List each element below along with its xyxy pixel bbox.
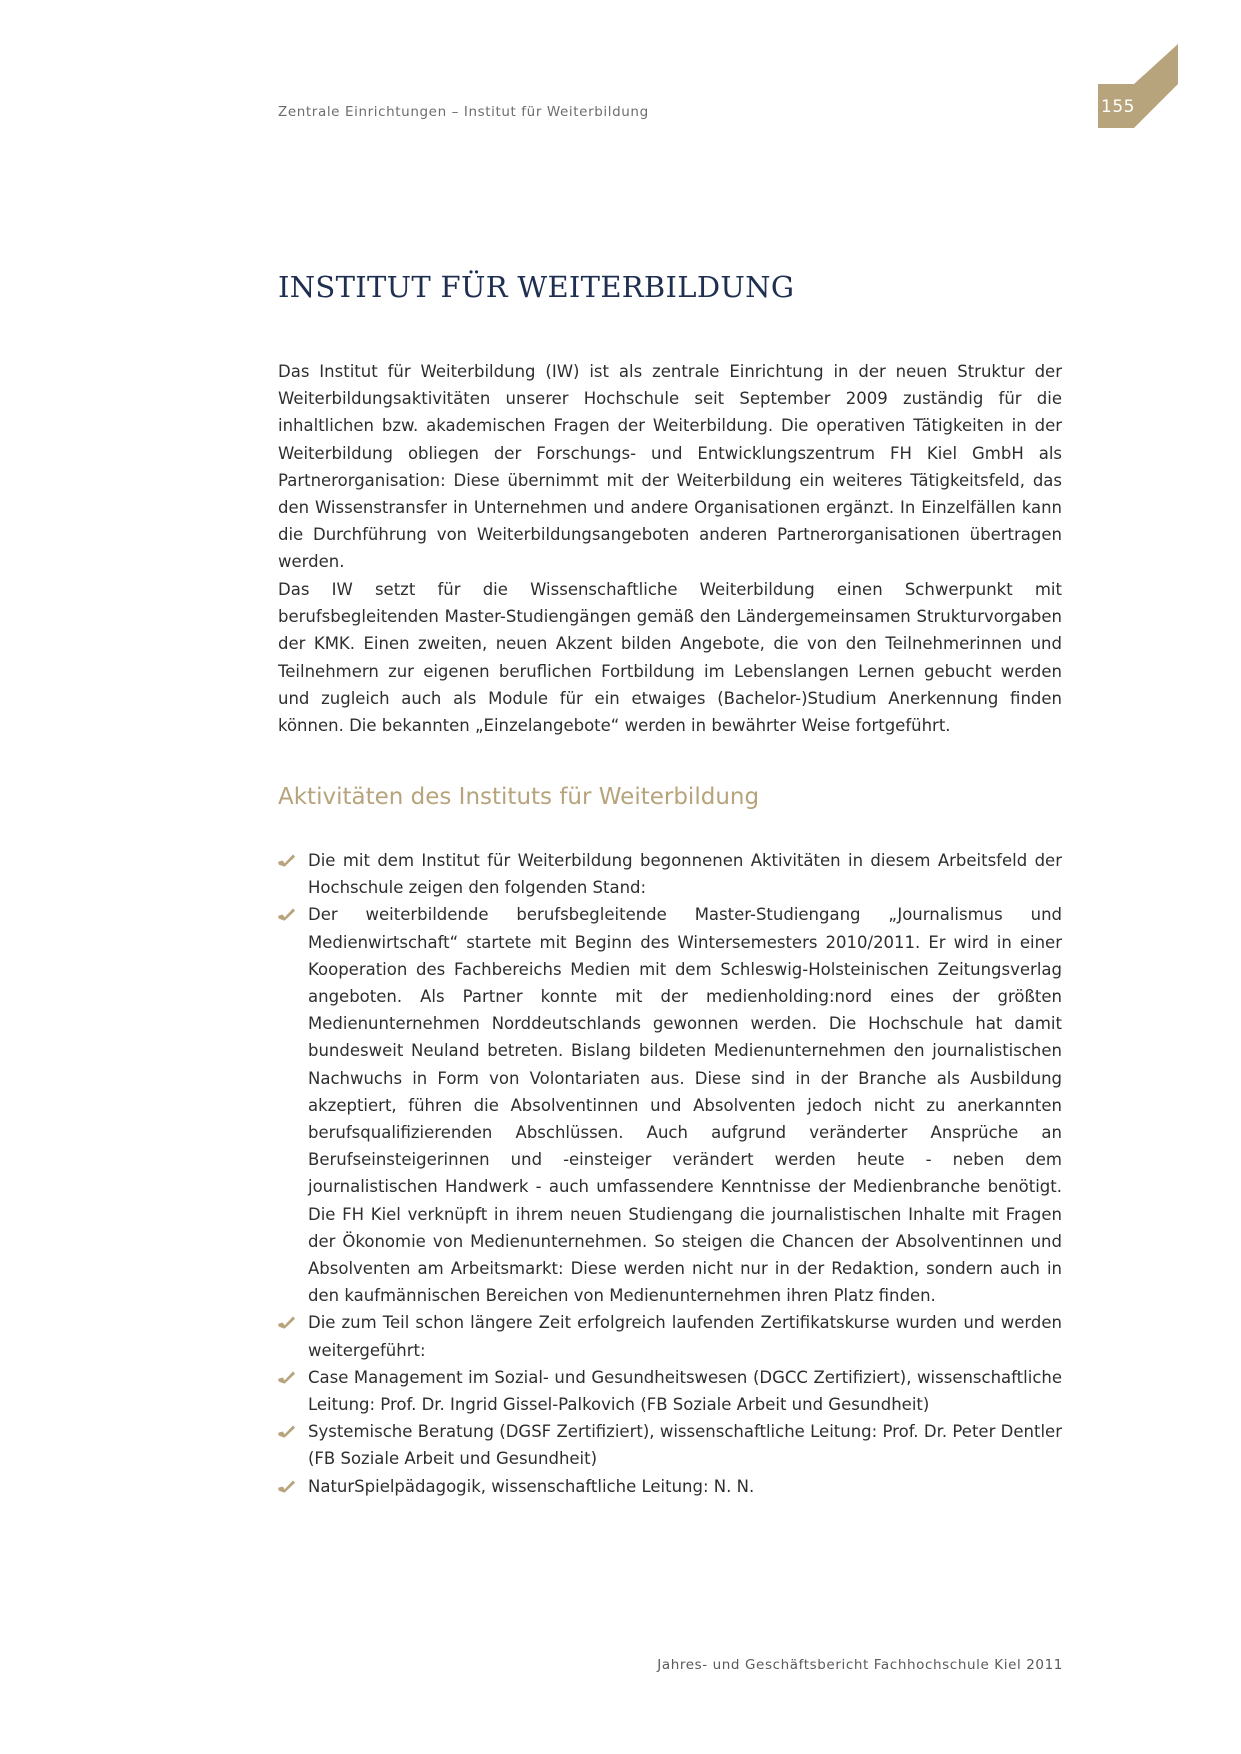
page-title: INSTITUT FÜR WEITERBILDUNG <box>278 270 795 304</box>
footer-text: Jahres- und Geschäftsbericht Fachhochschule Kiel 2011 <box>657 1657 1063 1673</box>
list-item <box>278 1418 1062 1472</box>
running-head: Zentrale Einrichtungen – Institut für Weiterbildung <box>278 104 649 120</box>
list-item-text: NaturSpielpädagogik, wissenschaftliche Leitung: N. N. <box>308 1476 755 1496</box>
list-item <box>278 1309 1062 1363</box>
pencil-check-icon <box>278 854 295 867</box>
list-item-text: Case Management im Sozial- und Gesundheitswesen (DGCC Zertifiziert), wissenschaftliche Leitung: Prof. Dr. Ingrid Gissel-Palkovich (FB Soziale Arbeit und Gesundheit) <box>308 1367 1062 1415</box>
section-heading: Aktivitäten des Instituts für Weiterbildung <box>278 784 760 810</box>
list-item <box>278 1473 1062 1500</box>
page-number: 155 <box>1101 97 1135 117</box>
list-item <box>278 847 1062 901</box>
pencil-check-icon <box>278 1371 295 1384</box>
intro-paragraph: Das Institut für Weiterbildung (IW) ist als zentrale Einrichtung in der neuen Struktur der Weiterbildungsaktivitäten unserer Hochschule seit September 2009 zuständig für die inhaltlichen bzw. akademischen Fragen der Weiterbildung. Die operativen Tätigkeiten in der Weiterbildung obliegen der Forschungs- und Entwicklungszentrum FH Kiel GmbH als Partnerorganisation: Diese übernimmt mit der Weiterbildung ein weiteres Tätigkeitsfeld, das den Wissenstransfer in Unternehmen und andere Organisationen ergänzt. In Einzelfällen kann die Durchführung von Weiterbildungsangeboten anderen Partnerorganisationen übertragen werden. <box>278 362 1062 572</box>
pencil-check-icon <box>278 908 295 921</box>
activity-list <box>278 847 1062 1500</box>
list-item-text: Der weiterbildende berufsbegleitende Master-Studiengang „Journalismus und Medienwirtschaft“ startete mit Beginn des Wintersemesters 2010/2011. Er wird in einer Kooperation des Fachbereichs Medien mit dem Schleswig-Holsteinischen Zeitungsverlag angeboten. Als Partner konnte mit der medienholding:nord eines der größten Medienunternehmen Norddeutschlands gewonnen werden. Die Hochschule hat damit bundesweit Neuland betreten. Bislang bildeten Medienunternehmen den journalistischen Nachwuchs in Form von Volontariaten aus. Diese sind in der Branche als Ausbildung akzeptiert, führen die Absolventinnen und Absolventen jedoch nicht zu anerkannten berufsqualifizierenden Abschlüssen. Auch aufgrund veränderter Ansprüche an Berufseinsteigerinnen und -einsteiger verändert werden heute - neben dem journalistischen Handwerk - auch umfassendere Kenntnisse der Medienbranche benötigt. Die FH Kiel verknüpft in ihrem neuen Studiengang die journalistischen Inhalte mit Fragen der Ökonomie von Medienunternehmen. So steigen die Chancen der Absolventinnen und Absolventen am Arbeitsmarkt: Diese werden nicht nur in der Redaktion, sondern auch in den kaufmännischen Bereichen von Medienunternehmen ihren Platz finden. <box>308 905 1062 1306</box>
list-item <box>278 901 1062 1309</box>
pencil-check-icon <box>278 1425 295 1438</box>
list-item <box>278 1364 1062 1418</box>
focus-paragraph: Das IW setzt für die Wissenschaftliche Weiterbildung einen Schwerpunkt mit berufsbegleitenden Master-Studiengängen gemäß den Ländergemeinsamen Strukturvorgaben der KMK. Einen zweiten, neuen Akzent bilden Angebote, die von den Teilnehmerinnen und Teilnehmern zur eigenen beruflichen Fortbildung im Lebenslangen Lernen gebucht werden und zugleich auch als Module für ein etwaiges (Bachelor-)Studium Anerkennung finden können. Die bekannten „Einzelangebote“ werden in bewährter Weise fortgeführt. <box>278 580 1062 736</box>
list-item-text: Die zum Teil schon längere Zeit erfolgreich laufenden Zertifikatskurse wurden und werden weitergeführt: <box>308 1313 1062 1360</box>
pencil-check-icon <box>278 1480 295 1493</box>
pencil-check-icon <box>278 1316 295 1329</box>
list-item-text: Die mit dem Institut für Weiterbildung begonnenen Aktivitäten in diesem Arbeitsfeld der Hochschule zeigen den folgenden Stand: <box>308 851 1062 898</box>
list-item-text: Systemische Beratung (DGSF Zertifiziert), wissenschaftliche Leitung: Prof. Dr. Peter Dentler (FB Soziale Arbeit und Gesundheit) <box>308 1422 1062 1469</box>
